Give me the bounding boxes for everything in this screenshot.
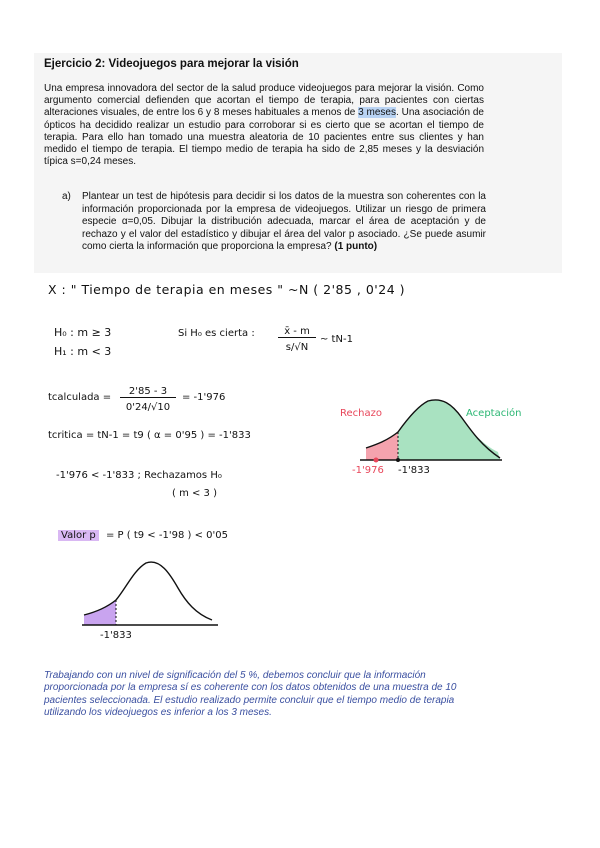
tcrit-expression: tcritica = tN-1 = t9 ( α = 0'95 ) = -1'833	[48, 430, 251, 441]
question-text: Plantear un test de hipótesis para decidir si los datos de la muestra son coherentes con la información proporcionada por la empresa de videojuegos. Utilizar un riesgo de primera especie α=0,05. Dibujar la distribución adecuada, marcar el área de aceptación y de rechazo y el valor del estadístico y dibujar el área del valor p asociado. ¿Se puede asumir como cierta la información que proporciona la empresa?	[82, 191, 486, 252]
pvalue-label: Valor p	[58, 530, 99, 541]
stat-denominator: s/√N	[285, 342, 309, 353]
stat-distribution: ~ tN-1	[320, 334, 353, 345]
alternative-hypothesis: H₁ : m < 3	[54, 345, 112, 358]
question-points: (1 punto)	[334, 241, 378, 252]
comparison-decision: -1'976 < -1'833 ; Rechazamos H₀	[56, 470, 222, 481]
tcalc-label: tcalculada =	[48, 392, 112, 403]
highlighted-text: 3 meses	[358, 107, 396, 119]
pvalue-expression: = P ( t9 < -1'98 ) < 0'05	[106, 530, 228, 541]
stat-tick-label: -1'976	[352, 465, 384, 476]
conclusion-text: Trabajando con un nivel de significación del 5 %, debemos concluir que la información proporcionada por la empresa sí es coherente con los datos obtenidos de una muestra de 10 pacientes seleccionada. El estudio realizado permite concluir que el tiempo medio de terapia utilizando los videojuegos es inferior a los 3 meses.	[44, 670, 457, 719]
random-variable-definition: X : " Tiempo de terapia en meses " ~N ( 2'85 , 0'24 )	[48, 282, 405, 297]
if-h0-label: Si H₀ es cierta :	[178, 328, 255, 339]
accept-label: Aceptación	[466, 408, 522, 419]
exercise-title: Ejercicio 2: Videojuegos para mejorar la visión	[44, 58, 299, 70]
exercise-statement: Una empresa innovadora del sector de la salud produce videojuegos para mejorar la visión. Como argumento comercial defienden que acortan el tiempo de terapia, para pacientes con ciertas alteraciones visuales, de entre los 6 y 8 meses habituales a menos de 3 meses. Una asociación de ópticos ha decidido realizar un estudio para corroborar si es cierto que se acortan el tiempo de terapia. Para ello han tomado una muestra aleatoria de 10 pacientes entre sus clientes y han medido el tiempo de terapia. El tiempo medio de terapia ha sido de 2,85 meses y la desviación típica s=0,24 meses.	[44, 83, 484, 168]
tcalc-result: = -1'976	[182, 392, 226, 403]
null-hypothesis: H₀ : m ≥ 3	[54, 326, 112, 339]
decision-paren: ( m < 3 )	[172, 488, 217, 499]
crit-tick-label-2: -1'833	[100, 630, 132, 641]
tcalc-denominator: 0'24/√10	[125, 402, 171, 413]
reject-label: Rechazo	[340, 408, 382, 419]
stat-numerator: x̄ - m	[278, 326, 316, 338]
crit-tick-label: -1'833	[398, 465, 430, 476]
tcalc-numerator: 2'85 - 3	[120, 386, 176, 398]
question-label: a)	[62, 191, 71, 202]
